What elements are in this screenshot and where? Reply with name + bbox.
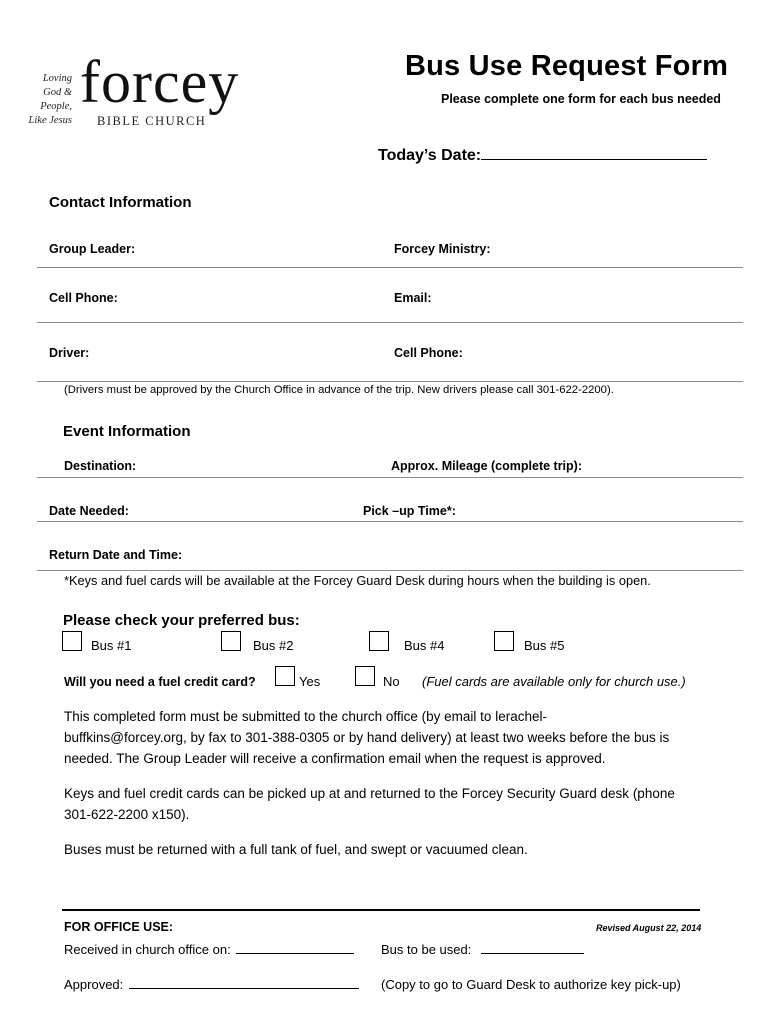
approved-field[interactable] bbox=[64, 977, 359, 992]
fuel-card-note: (Fuel cards are available only for church use.) bbox=[422, 674, 686, 689]
return-date-label: Return Date and Time: bbox=[49, 548, 183, 562]
logo-wordmark: forcey bbox=[80, 49, 240, 115]
bus-5-label: Bus #5 bbox=[524, 638, 565, 653]
bus-4-checkbox[interactable] bbox=[369, 631, 389, 651]
email-label: Email: bbox=[394, 291, 432, 305]
divider bbox=[37, 521, 743, 522]
bus-2-label: Bus #2 bbox=[253, 638, 294, 653]
event-heading: Event Information bbox=[63, 423, 191, 440]
bus-1-checkbox[interactable] bbox=[62, 631, 82, 651]
received-blank[interactable] bbox=[236, 953, 354, 954]
return-instructions bbox=[64, 839, 754, 860]
keys-note: *Keys and fuel cards will be available at the Forcey Guard Desk during hours when the building is open. bbox=[64, 573, 651, 588]
form-subtitle: Please complete one form for each bus needed bbox=[441, 92, 721, 106]
office-use-heading: FOR OFFICE USE: bbox=[64, 920, 174, 934]
divider bbox=[37, 477, 743, 478]
logo-tagline-line: God & bbox=[43, 87, 72, 98]
bus-to-use-label: Bus to be used: bbox=[381, 942, 472, 957]
received-label: Received in church office on: bbox=[64, 942, 231, 957]
office-use-divider bbox=[62, 909, 700, 911]
instruction-line: buffkins@forcey.org, by fax to 301-388-0305 or by hand delivery) at least two weeks before the bus is bbox=[64, 730, 670, 745]
bus-2-checkbox[interactable] bbox=[221, 631, 241, 651]
mileage-label: Approx. Mileage (complete trip): bbox=[391, 459, 582, 473]
bus-1-label: Bus #1 bbox=[91, 638, 132, 653]
received-field[interactable] bbox=[64, 942, 354, 957]
instruction-line: 301-622-2200 x150). bbox=[64, 807, 190, 822]
date-needed-label: Date Needed: bbox=[49, 504, 129, 518]
submission-instructions bbox=[64, 706, 754, 769]
logo-subtitle: BIBLE CHURCH bbox=[97, 114, 207, 128]
logo-tagline-line: Loving bbox=[42, 73, 72, 84]
instruction-line: Buses must be returned with a full tank of fuel, and swept or vacuumed clean. bbox=[64, 842, 528, 857]
todays-date-field[interactable] bbox=[378, 147, 707, 165]
divider bbox=[37, 322, 743, 323]
approved-blank[interactable] bbox=[129, 988, 359, 989]
instruction-line: needed. The Group Leader will receive a confirmation email when the request is approved. bbox=[64, 751, 606, 766]
driver-cell-phone-label: Cell Phone: bbox=[394, 346, 463, 360]
fuel-card-yes-checkbox[interactable] bbox=[275, 666, 295, 686]
instruction-line: This completed form must be submitted to the church office (by email to lerachel- bbox=[64, 709, 547, 724]
cell-phone-label: Cell Phone: bbox=[49, 291, 118, 305]
bus-to-use-field[interactable] bbox=[381, 942, 584, 957]
divider bbox=[37, 267, 743, 268]
todays-date-label: Today’s Date: bbox=[378, 147, 482, 164]
logo-tagline-line: Like Jesus bbox=[28, 115, 72, 126]
pickup-time-label: Pick –up Time*: bbox=[363, 504, 456, 518]
driver-note: (Drivers must be approved by the Church Office in advance of the trip. New drivers please call 301-622-2200). bbox=[64, 384, 614, 396]
group-leader-label: Group Leader: bbox=[49, 242, 136, 256]
approved-label: Approved: bbox=[64, 977, 124, 992]
contact-heading: Contact Information bbox=[49, 194, 192, 211]
destination-label: Destination: bbox=[64, 459, 137, 473]
divider bbox=[37, 381, 743, 382]
bus-to-use-blank[interactable] bbox=[481, 953, 584, 954]
bus-4-label: Bus #4 bbox=[404, 638, 445, 653]
revised-date: Revised August 22, 2014 bbox=[596, 923, 702, 933]
divider bbox=[37, 570, 743, 571]
logo-tagline bbox=[28, 72, 72, 128]
driver-label: Driver: bbox=[49, 346, 90, 360]
fuel-card-yes-label: Yes bbox=[299, 674, 321, 689]
bus-5-checkbox[interactable] bbox=[494, 631, 514, 651]
fuel-card-no-checkbox[interactable] bbox=[355, 666, 375, 686]
fuel-card-no-label: No bbox=[383, 674, 400, 689]
todays-date-blank[interactable] bbox=[481, 159, 707, 160]
forcey-ministry-label: Forcey Ministry: bbox=[394, 242, 491, 256]
instruction-line: Keys and fuel credit cards can be picked up at and returned to the Forcey Security Guard desk (phone bbox=[64, 786, 675, 801]
bus-heading: Please check your preferred bus: bbox=[63, 612, 300, 629]
logo-tagline-line: People, bbox=[40, 101, 72, 112]
form-title: Bus Use Request Form bbox=[405, 50, 729, 82]
fuel-card-question: Will you need a fuel credit card? bbox=[64, 675, 256, 689]
copy-note: (Copy to go to Guard Desk to authorize key pick-up) bbox=[381, 977, 681, 992]
key-pickup-instructions bbox=[64, 783, 754, 825]
